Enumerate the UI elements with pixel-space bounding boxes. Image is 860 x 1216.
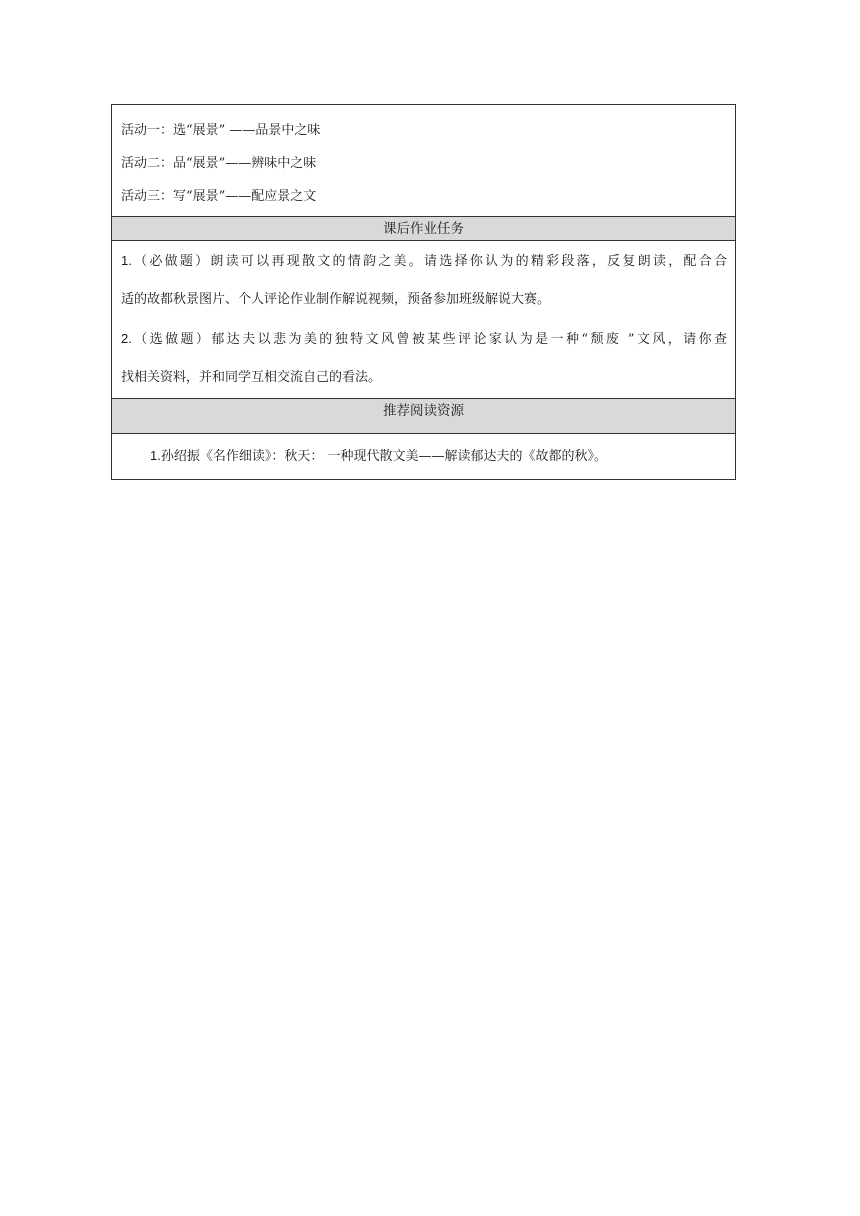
homework-cell	[112, 241, 735, 399]
homework-header: 课后作业任务	[112, 217, 735, 241]
homework-item-1-number: 1.	[121, 253, 132, 268]
homework-item-1-text: （必做题）朗读可以再现散文的情韵之美。请选择你认为的精彩段落，反复朗读，配合合	[131, 254, 727, 269]
homework-item-2-line-1	[121, 328, 727, 367]
reading-item-1-number: 1.	[150, 448, 161, 463]
activity-1: 活动一：选“展景” ——品景中之味	[121, 123, 321, 138]
activity-3: 活动三：写“展景”——配应景之文	[121, 189, 317, 204]
activities-cell	[112, 105, 735, 217]
reading-header: 推荐阅读资源	[112, 399, 735, 434]
activity-2: 活动二：品“展景”——辨味中之味	[121, 156, 317, 171]
homework-item-2-number: 2.	[121, 331, 132, 346]
homework-item-2-text: （选做题）郁达夫以悲为美的独特文风曾被某些评论家认为是一种“颓废 ”文风，请你查	[131, 332, 727, 347]
homework-item-2-line-2: 找相关资料，并和同学互相交流自己的看法。	[121, 370, 382, 385]
homework-item-1-line-1	[121, 250, 727, 289]
reading-cell	[112, 434, 735, 479]
reading-item-1-text: 孙绍振《名作细读》：秋天： 一种现代散文美——解读郁达夫的《故都的秋》。	[160, 449, 607, 464]
homework-item-1-line-2: 适的故都秋景图片、个人评论作业制作解说视频，预备参加班级解说大赛。	[121, 292, 551, 307]
lesson-plan-table	[111, 104, 736, 480]
